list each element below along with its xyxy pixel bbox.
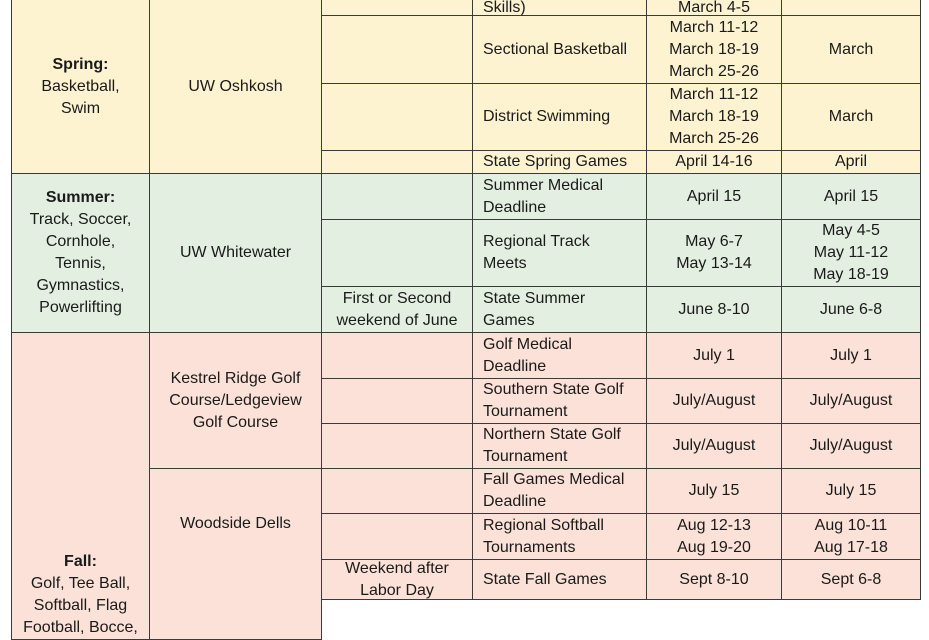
summer-season-cell (11, 174, 150, 333)
spring-venue-cell: UW Oshkosh (150, 0, 322, 174)
fall-timing-cell (322, 379, 473, 424)
fall-event-cell: Regional Softball Tournaments (473, 514, 647, 560)
fall-event-cell: Northern State Golf Tournament (473, 424, 647, 469)
spring-timing-cell (322, 16, 473, 84)
fall-timing-cell (322, 424, 473, 469)
spring-season-sports: Basketball, Swim (41, 77, 120, 117)
summer-dates-cell: May 6-7 May 13-14 (647, 220, 782, 287)
fall-deadline-cell: July/August (782, 379, 921, 424)
fall-dates-cell: Aug 12-13 Aug 19-20 (647, 514, 782, 560)
spring-event-cell: District Swimming (473, 84, 647, 151)
spring-dates-cell: March 4-5 (647, 0, 782, 16)
spring-event-cell: State Spring Games (473, 151, 647, 174)
fall-dells-venue-cell: Woodside Dells (150, 469, 322, 640)
summer-season-sports: Track, Soccer, Cornhole, Tennis, Gymnastics, Powerlifting (29, 211, 132, 316)
summer-event-cell: State Summer Games (473, 287, 647, 333)
fall-event-cell: Southern State Golf Tournament (473, 379, 647, 424)
spring-timing-cell (322, 0, 473, 16)
fall-dates-cell: July 1 (647, 333, 782, 379)
summer-timing-cell (322, 174, 473, 220)
fall-deadline-cell: July/August (782, 424, 921, 469)
spring-season-cell (11, 0, 150, 174)
fall-dates-cell: July/August (647, 379, 782, 424)
fall-deadline-cell: Sept 6-8 (782, 560, 921, 600)
spring-event-cell: Skills) (473, 0, 647, 16)
fall-dates-cell: July/August (647, 424, 782, 469)
fall-dates-cell: Sept 8-10 (647, 560, 782, 600)
fall-season-name: Fall: (64, 553, 97, 570)
spring-deadline-cell (782, 0, 921, 16)
spring-deadline-cell: March (782, 84, 921, 151)
fall-deadline-cell: July 15 (782, 469, 921, 514)
fall-timing-cell (322, 469, 473, 514)
summer-deadline-cell: June 6-8 (782, 287, 921, 333)
summer-season-name: Summer: (45, 189, 116, 206)
fall-season-sports: Golf, Tee Ball, Softball, Flag Football, Bocce, (23, 575, 138, 636)
spring-timing-cell (322, 84, 473, 151)
spring-dates-cell: March 11-12 March 18-19 March 25-26 (647, 16, 782, 84)
fall-timing-cell (322, 514, 473, 560)
summer-event-cell: Summer Medical Deadline (473, 174, 647, 220)
summer-dates-cell: June 8-10 (647, 287, 782, 333)
spring-deadline-cell: March (782, 16, 921, 84)
summer-dates-cell: April 15 (647, 174, 782, 220)
summer-event-cell: Regional Track Meets (473, 220, 647, 287)
summer-venue-cell: UW Whitewater (150, 174, 322, 333)
spring-event-cell: Sectional Basketball (473, 16, 647, 84)
summer-timing-cell: First or Second weekend of June (322, 287, 473, 333)
fall-timing-cell: Weekend after Labor Day (322, 560, 473, 600)
fall-golf-venue-cell: Kestrel Ridge Golf Course/Ledgeview Golf Course (150, 333, 322, 469)
spring-deadline-cell: April (782, 151, 921, 174)
fall-deadline-cell: Aug 10-11 Aug 17-18 (782, 514, 921, 560)
summer-deadline-cell: May 4-5 May 11-12 May 18-19 (782, 220, 921, 287)
fall-season-cell (11, 333, 150, 640)
summer-deadline-cell: April 15 (782, 174, 921, 220)
summer-timing-cell (322, 220, 473, 287)
fall-event-cell: Fall Games Medical Deadline (473, 469, 647, 514)
fall-timing-cell (322, 333, 473, 379)
fall-dates-cell: July 15 (647, 469, 782, 514)
spring-timing-cell (322, 151, 473, 174)
spring-dates-cell: April 14-16 (647, 151, 782, 174)
fall-deadline-cell: July 1 (782, 333, 921, 379)
fall-event-cell: Golf Medical Deadline (473, 333, 647, 379)
fall-event-cell: State Fall Games (473, 560, 647, 600)
spring-dates-cell: March 11-12 March 18-19 March 25-26 (647, 84, 782, 151)
spring-season-name: Spring: (52, 55, 109, 73)
